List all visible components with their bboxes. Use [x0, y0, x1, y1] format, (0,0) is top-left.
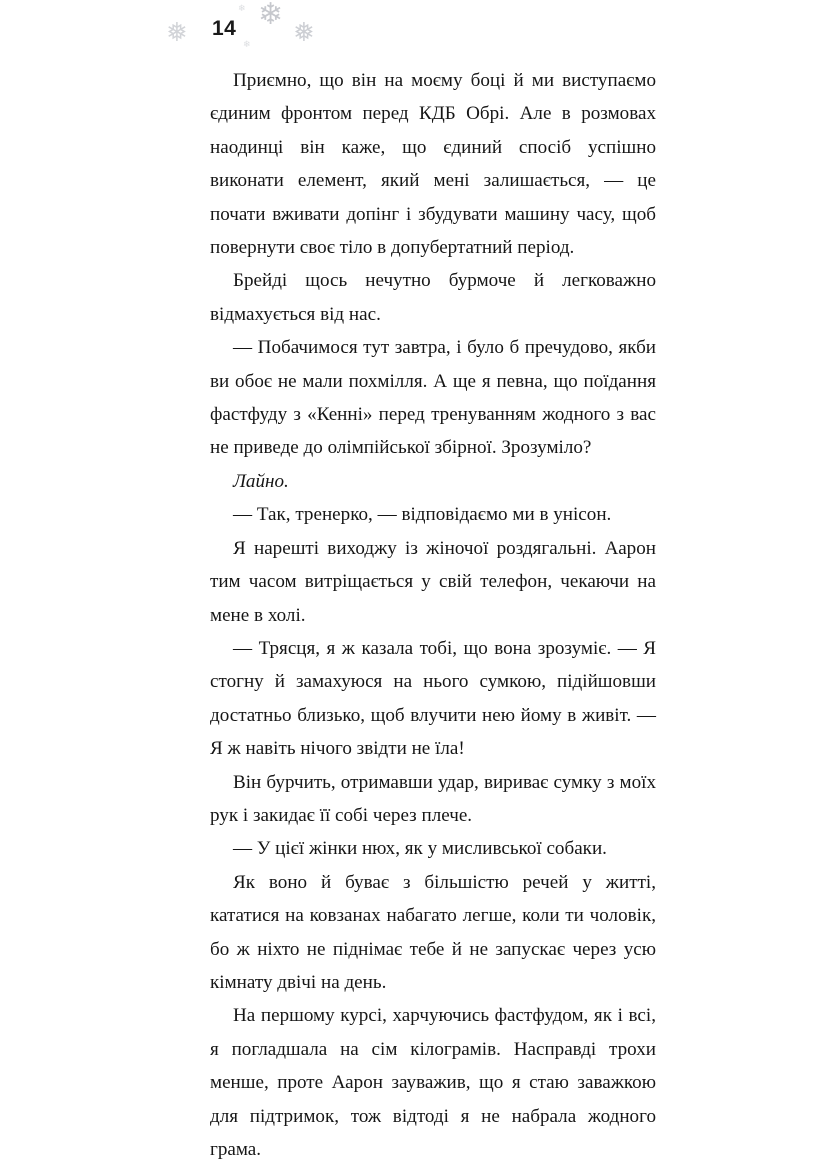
paragraph: Він бурчить, отримавши удар, вириває сумку з моїх рук і закидає її собі через плече. — [210, 771, 656, 826]
paragraph-italic: Лайно. — [233, 470, 289, 492]
snowflake-icon-small-bottom: ❄ — [243, 39, 251, 49]
snowflake-icon-large-left: ❅ — [166, 18, 188, 47]
snowflake-icon-small-top: ❄ — [238, 3, 246, 13]
page-number: 14 — [212, 17, 237, 40]
paragraph: — Так, тренерко, — відповідаємо ми в унісон. — [233, 504, 612, 526]
page-header — [0, 0, 835, 62]
body-text-column — [210, 64, 656, 1166]
snowflake-icon-large-right: ❅ — [293, 18, 315, 47]
paragraph: Брейді щось нечутно бурмоче й легковажно відмахується від нас. — [210, 270, 656, 325]
paragraph: Приємно, що він на моєму боці й ми виступаємо єдиним фронтом перед КДБ Обрі. Але в розмовах наодинці він каже, що єдиний спосіб успішно виконати елемент, який мені залишається, — це почати вживати допінг і збудувати машину часу, щоб повернути своє тіло в допубертатний період. — [210, 70, 656, 259]
paragraph: Як воно й буває з більшістю речей у житті, кататися на ковзанах набагато легше, коли ти чоловік, бо ж ніхто не піднімає тебе й не запускає через усю кімнату двічі на день. — [210, 871, 656, 993]
paragraph: На першому курсі, харчуючись фастфудом, як і всі, я погладшала на сім кілограмів. Насправді трохи менше, проте Аарон зауважив, що я стаю заважкою для підтримок, тож відтоді я не набрала жодного грама. — [210, 1005, 656, 1160]
paragraph: — Трясця, я ж казала тобі, що вона зрозуміє. — Я стогну й замахуюся на нього сумкою, підійшовши достатньо близько, щоб влучити нею йому в живіт. — Я ж навіть нічого звідти не їла! — [210, 637, 656, 760]
paragraph: — У цієї жінки нюх, як у мисливської собаки. — [233, 838, 607, 860]
paragraph: — Побачимося тут завтра, і було б пречудово, якби ви обоє не мали похмілля. А ще я певна, що поїдання фастфуду з «Кенні» перед тренуванням жодного з вас не приведе до олімпійської збірної. Зрозуміло? — [210, 337, 656, 459]
paragraph: Я нарешті виходжу із жіночої роздягальні. Аарон тим часом витріщається у свій телефон, чекаючи на мене в холі. — [210, 537, 656, 626]
snowflake-icon-large-center: ❄ — [258, 0, 284, 31]
